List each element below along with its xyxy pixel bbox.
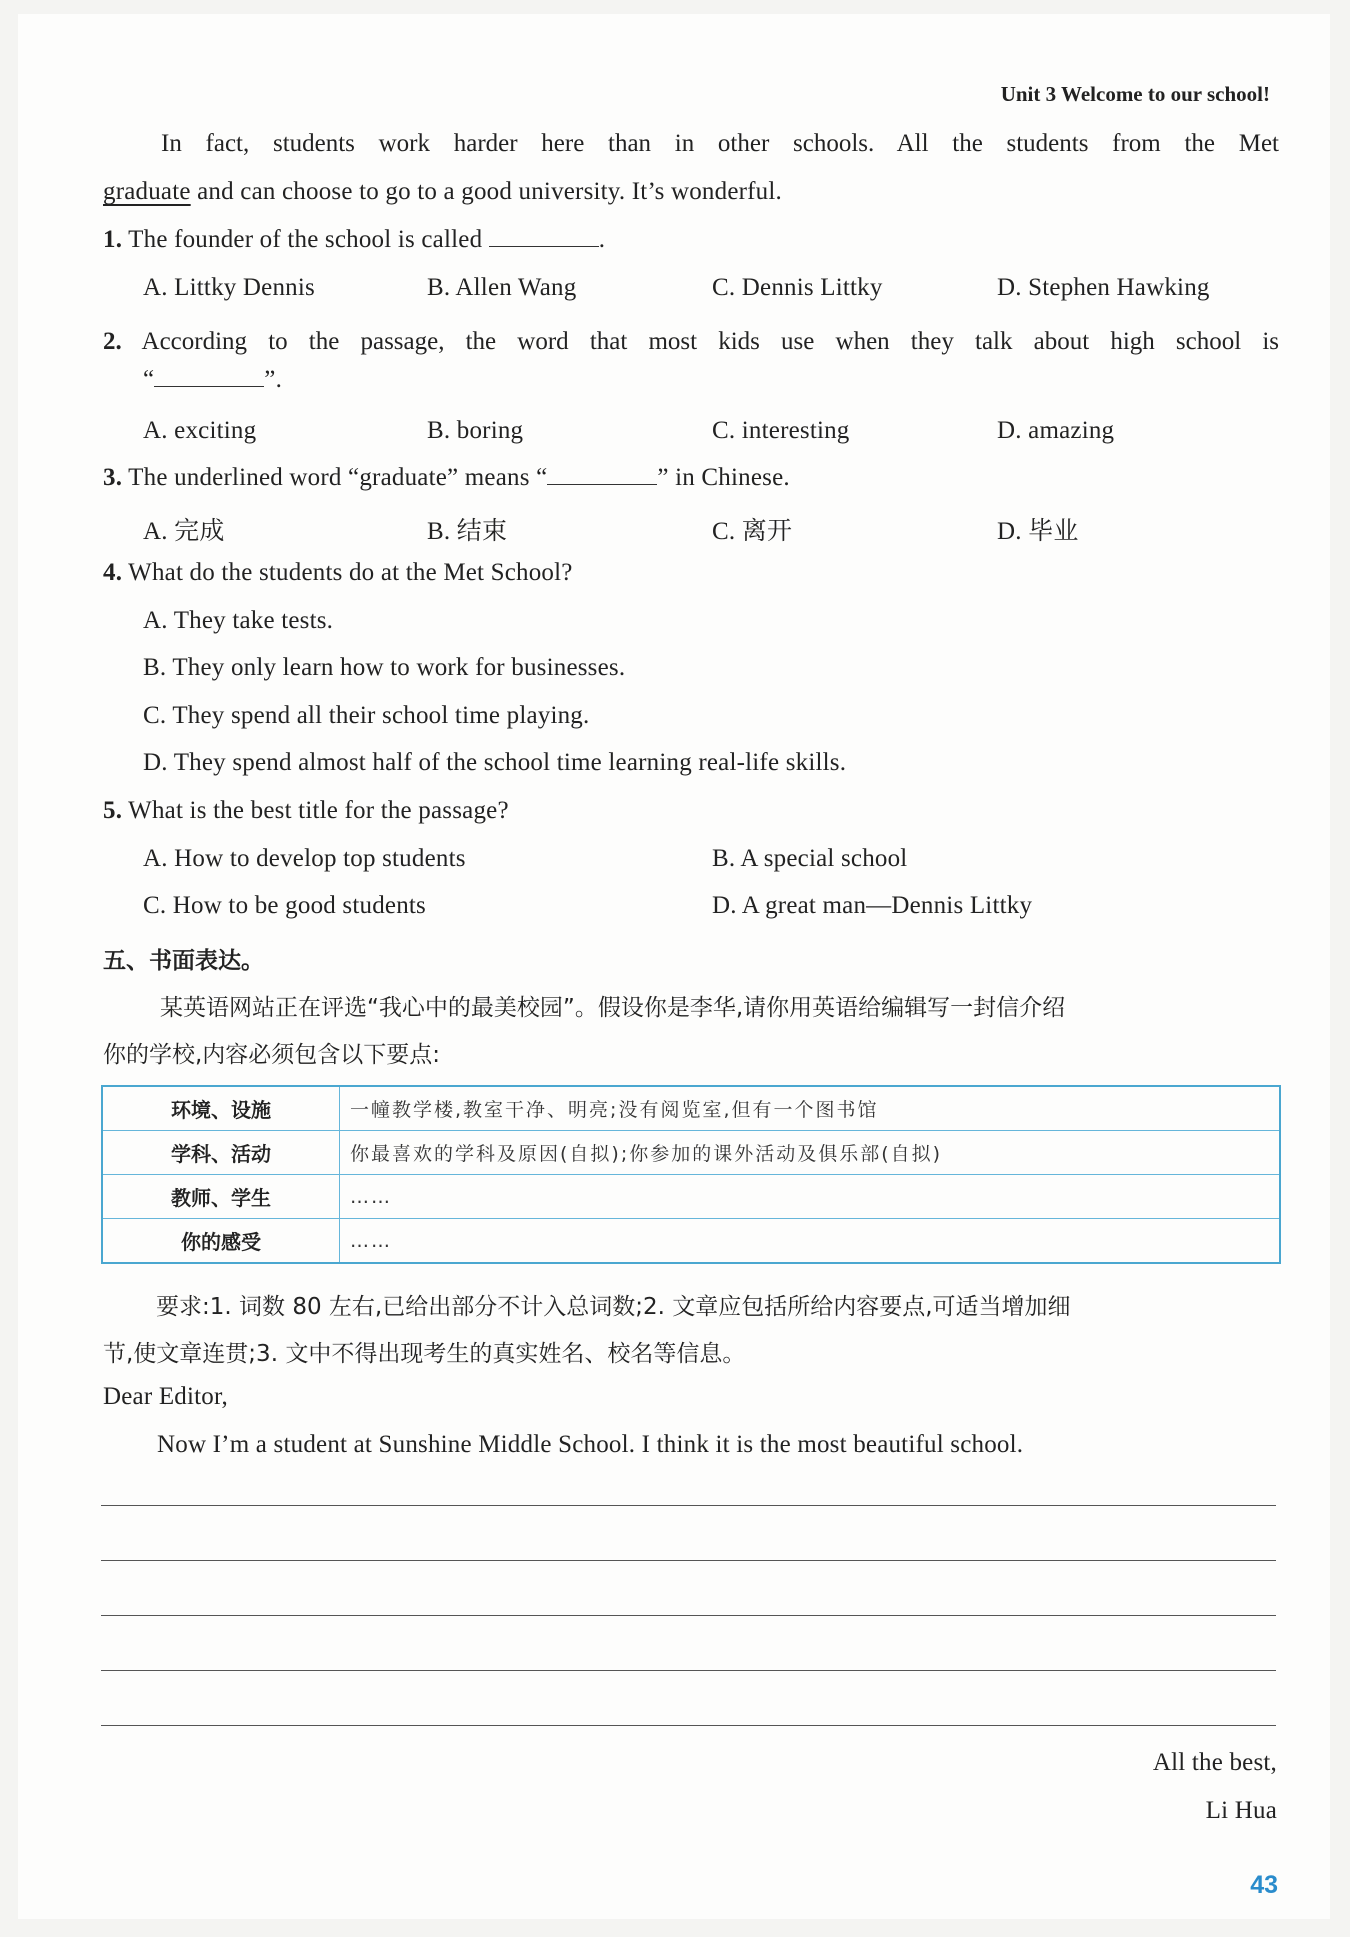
requirements-line1: 要求:1. 词数 80 左右,已给出部分不计入总词数;2. 文章应包括所给内容要点,可适当增加细 [156,1294,1071,1320]
intro-text-2: and can choose to go to a good university. It’s wonderful. [190,178,782,205]
table-row [102,1175,1280,1219]
option: D. A great man—Dennis Littky [712,892,1033,919]
question-number: 3. [103,464,123,491]
question-2-line2 [143,366,282,394]
answer-blank[interactable] [489,228,599,247]
unit-header: Unit 3 Welcome to our school! [1000,82,1270,106]
table-value: 一幢教学楼,教室干净、明亮;没有阅览室,但有一个图书馆 [340,1086,1281,1131]
option-text: A. 完成 [143,518,225,545]
letter-signature: Li Hua [1205,1797,1277,1824]
question-4 [103,559,573,587]
section-heading: 五、书面表达。 [103,948,264,974]
option [427,511,507,547]
option: C. interesting [712,417,850,444]
option: D. amazing [997,417,1115,444]
intro-text-1: In fact, students work harder here than in other schools. All the students from the Met [161,130,1279,157]
answer-blank[interactable] [547,466,657,485]
question-1 [103,226,605,254]
letter-opening: Now I’m a student at Sunshine Middle School. I think it is the most beautiful school. [157,1431,1024,1458]
question-stem: The underlined word “graduate” means “ [128,464,548,491]
writing-line[interactable] [101,1560,1276,1561]
option: B. A special school [712,845,908,872]
question-stem: The founder of the school is called [128,226,483,253]
stem-end: ” in Chinese. [657,464,790,491]
requirements-line2: 节,使文章连贯;3. 文中不得出现考生的真实姓名、校名等信息。 [103,1341,746,1367]
question-number: 4. [103,559,123,586]
intro-paragraph-line1 [103,120,1279,167]
question-3 [103,464,790,492]
writing-line[interactable] [101,1505,1276,1506]
option-text: B. 结束 [427,518,508,545]
table-row [102,1219,1280,1264]
stem-end: . [598,226,606,253]
table-value: …… [340,1175,1281,1219]
option: A. Littky Dennis [143,274,315,301]
question-5 [103,797,509,825]
option: A. exciting [143,417,257,444]
table-key: 学科、活动 [102,1131,340,1175]
table-value: …… [340,1219,1281,1264]
option [143,511,225,547]
underlined-word: graduate [103,178,191,205]
writing-line[interactable] [101,1670,1276,1671]
close-quote: ”. [264,366,283,393]
letter-closing: All the best, [1152,1749,1277,1776]
answer-blank[interactable] [154,368,264,387]
option: C. Dennis Littky [712,274,883,301]
question-stem: What is the best title for the passage? [128,797,509,824]
open-quote: “ [143,366,155,393]
option: B. boring [427,417,524,444]
question-number: 5. [103,797,123,824]
writing-line[interactable] [101,1725,1276,1726]
writing-line[interactable] [101,1615,1276,1616]
writing-prompt-line1: 某英语网站正在评选“我心中的最美校园”。假设你是李华,请你用英语给编辑写一封信介绍 [160,995,1066,1021]
option [997,511,1079,547]
table-key: 环境、设施 [102,1086,340,1131]
option: A. How to develop top students [143,845,466,872]
option: D. They spend almost half of the school time learning real-life skills. [143,749,847,776]
option: C. How to be good students [143,892,426,919]
letter-salutation: Dear Editor, [103,1383,228,1410]
option-text: C. 离开 [712,518,793,545]
question-number: 1. [103,226,123,253]
table-row [102,1086,1280,1131]
option: D. Stephen Hawking [997,274,1210,301]
option: C. They spend all their school time playing. [143,702,590,729]
table-key: 你的感受 [102,1219,340,1264]
question-2 [103,318,1279,365]
question-stem: What do the students do at the Met School? [128,559,573,586]
option: B. They only learn how to work for businesses. [143,654,626,681]
question-number: 2. [103,328,122,355]
question-stem: According to the passage, the word that most kids use when they talk about high school is [141,328,1280,355]
page-number: 43 [1250,1871,1278,1899]
option: A. They take tests. [143,607,334,634]
option [712,511,792,547]
option-text: D. 毕业 [997,518,1079,545]
intro-paragraph-line2 [103,178,782,206]
table-key: 教师、学生 [102,1175,340,1219]
option: B. Allen Wang [427,274,577,301]
table-row [102,1131,1280,1175]
requirements-table [101,1085,1281,1264]
writing-prompt-line2: 你的学校,内容必须包含以下要点: [103,1042,441,1068]
table-value: 你最喜欢的学科及原因(自拟);你参加的课外活动及俱乐部(自拟) [340,1131,1281,1175]
